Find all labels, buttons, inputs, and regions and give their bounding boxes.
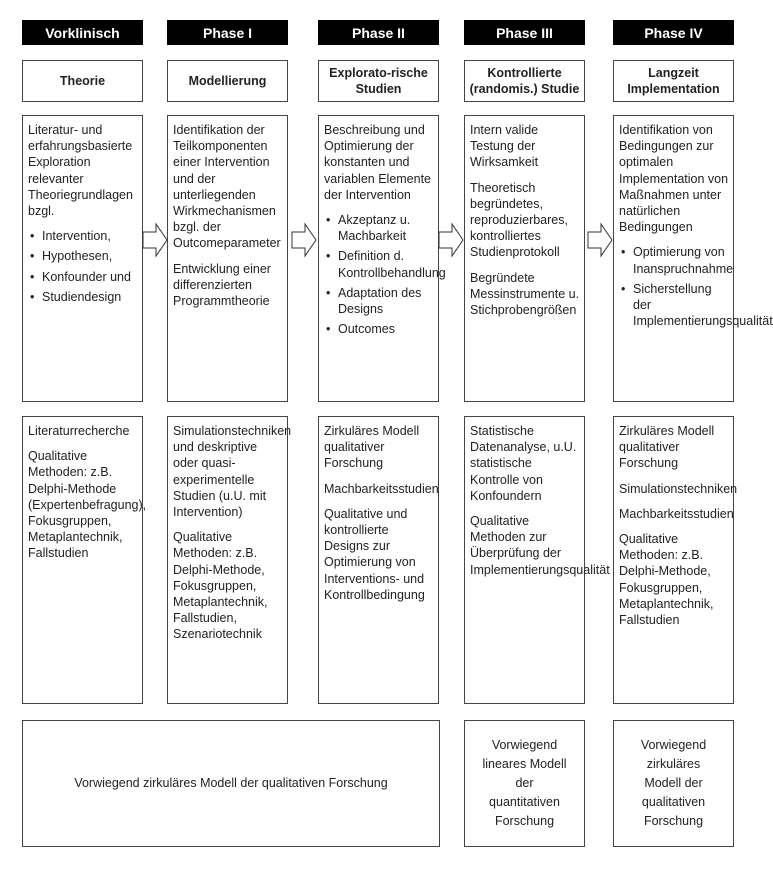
- bottom-summary-qualitative-right: Vorwiegend zirkuläres Modell der qualitativen Forschung: [613, 720, 734, 847]
- description-paragraph: Identifikation der Teilkomponenten einer Intervention und der unterliegenden Wirkmechanismen bzgl. der Outcomeparameter: [173, 123, 281, 251]
- description-paragraph: Intern valide Testung der Wirksamkeit: [470, 123, 539, 170]
- bottom-summary-qualitative-left: Vorwiegend zirkuläres Modell der qualitativen Forschung: [22, 720, 440, 847]
- description-bullet-list: [619, 244, 773, 329]
- description-bullet: • Akzeptanz u. Machbarkeit: [324, 212, 434, 244]
- description-paragraph: Theoretisch begründetes, reproduzierbares, kontrolliertes Studienprotokoll: [470, 180, 568, 260]
- phase-methods-phase-4: [613, 416, 738, 704]
- description-paragraph: Begründete Messinstrumente u. Stichprobengrößen: [470, 270, 580, 318]
- phase-header-phase-1: Phase I: [167, 20, 288, 45]
- phase-subtitle-explorative-studien: Explorato-rische Studien: [318, 60, 439, 102]
- phase-subtitle-langzeit-implementation: Langzeit Implementation: [613, 60, 734, 102]
- phase-methods-phase-2: [318, 416, 439, 704]
- methods-paragraph: Machbarkeitsstudien: [619, 506, 734, 521]
- description-bullet: • Optimierung von Inanspruchnahme: [619, 244, 729, 276]
- phase-description-phase-1: [167, 115, 288, 402]
- phase-description-phase-2: [318, 115, 446, 402]
- methods-paragraph: Machbarkeitsstudien: [324, 481, 439, 496]
- phase-methods-vorklinisch: [22, 416, 147, 704]
- bottom-summary-quantitative: Vorwiegend lineares Modell der quantitativen Forschung: [464, 720, 585, 847]
- methods-paragraph: Statistische Datenanalyse, u.U. statistische Kontrolle von Konfoundern: [470, 424, 577, 503]
- right-arrow-icon: [291, 223, 317, 257]
- description-bullet: • Konfounder und: [28, 269, 138, 285]
- right-arrow-icon: [587, 223, 613, 257]
- methods-paragraph: Simulationstechniken und deskriptive oder quasi-experimentelle Studien (u.U. mit Intervention): [173, 424, 292, 520]
- phase-description-phase-4: [613, 115, 773, 402]
- methods-paragraph: Zirkuläres Modell qualitativer Forschung: [619, 424, 715, 471]
- phase-methods-phase-1: [167, 416, 292, 704]
- methods-paragraph: Qualitative Methoden: z.B. Delphi-Methode (Expertenbefragung), Fokusgruppen, Metaplantechnik, Fallstudien: [28, 449, 147, 561]
- description-bullet: • Studiendesign: [28, 289, 138, 305]
- phase-subtitle-modellierung: Modellierung: [167, 60, 288, 102]
- description-paragraph: Entwicklung einer differenzierten Programmtheorie: [173, 261, 271, 309]
- description-intro: Beschreibung und Optimierung der konstanten und variablen Elemente der Intervention: [324, 123, 432, 202]
- description-intro: Literatur- und erfahrungsbasierte Exploration relevanter Theoriegrundlagen bzgl.: [28, 123, 133, 219]
- phase-header-phase-3: Phase III: [464, 20, 585, 45]
- description-bullet: • Outcomes: [324, 321, 434, 337]
- phase-header-phase-4: Phase IV: [613, 20, 734, 45]
- phase-subtitle-theorie: Theorie: [22, 60, 143, 102]
- phase-header-vorklinisch: Vorklinisch: [22, 20, 143, 45]
- methods-paragraph: Qualitative Methoden: z.B. Delphi-Methode, Fokusgruppen, Metaplantechnik, Fallstudien, Szenariotechnik: [173, 530, 268, 642]
- methods-paragraph: Literaturrecherche: [28, 424, 130, 438]
- right-arrow-icon: [142, 223, 168, 257]
- description-intro: Identifikation von Bedingungen zur optimalen Implementation von Maßnahmen unter natürlichen Bedingungen: [619, 123, 729, 235]
- methods-paragraph: Qualitative und kontrollierte Designs zur Optimierung von Interventions- und Kontrollbedingung: [324, 506, 425, 602]
- description-bullet-list: [324, 212, 446, 337]
- phase-description-phase-3: [464, 115, 585, 402]
- methods-paragraph: Qualitative Methoden: z.B. Delphi-Methode, Fokusgruppen, Metaplantechnik, Fallstudien: [619, 532, 714, 628]
- description-bullet: • Definition d. Kontrollbehandlung: [324, 248, 434, 280]
- phase-subtitle-kontrollierte-studie: Kontrollierte (randomis.) Studie: [464, 60, 585, 102]
- description-bullet: • Adaptation des Designs: [324, 285, 434, 317]
- phase-header-phase-2: Phase II: [318, 20, 439, 45]
- description-bullet: • Sicherstellung der Implementierungsqualität: [619, 281, 729, 330]
- description-bullet: • Hypothesen,: [28, 248, 138, 264]
- phase-methods-phase-3: [464, 416, 610, 704]
- methods-paragraph: Qualitative Methoden zur Überprüfung der Implementierungsqualität: [470, 514, 610, 577]
- right-arrow-icon: [438, 223, 464, 257]
- description-bullet: • Intervention,: [28, 228, 138, 244]
- description-bullet-list: [28, 228, 138, 305]
- methods-paragraph: Simulationstechniken: [619, 481, 738, 496]
- phase-description-vorklinisch: [22, 115, 143, 402]
- methods-paragraph: Zirkuläres Modell qualitativer Forschung: [324, 424, 420, 471]
